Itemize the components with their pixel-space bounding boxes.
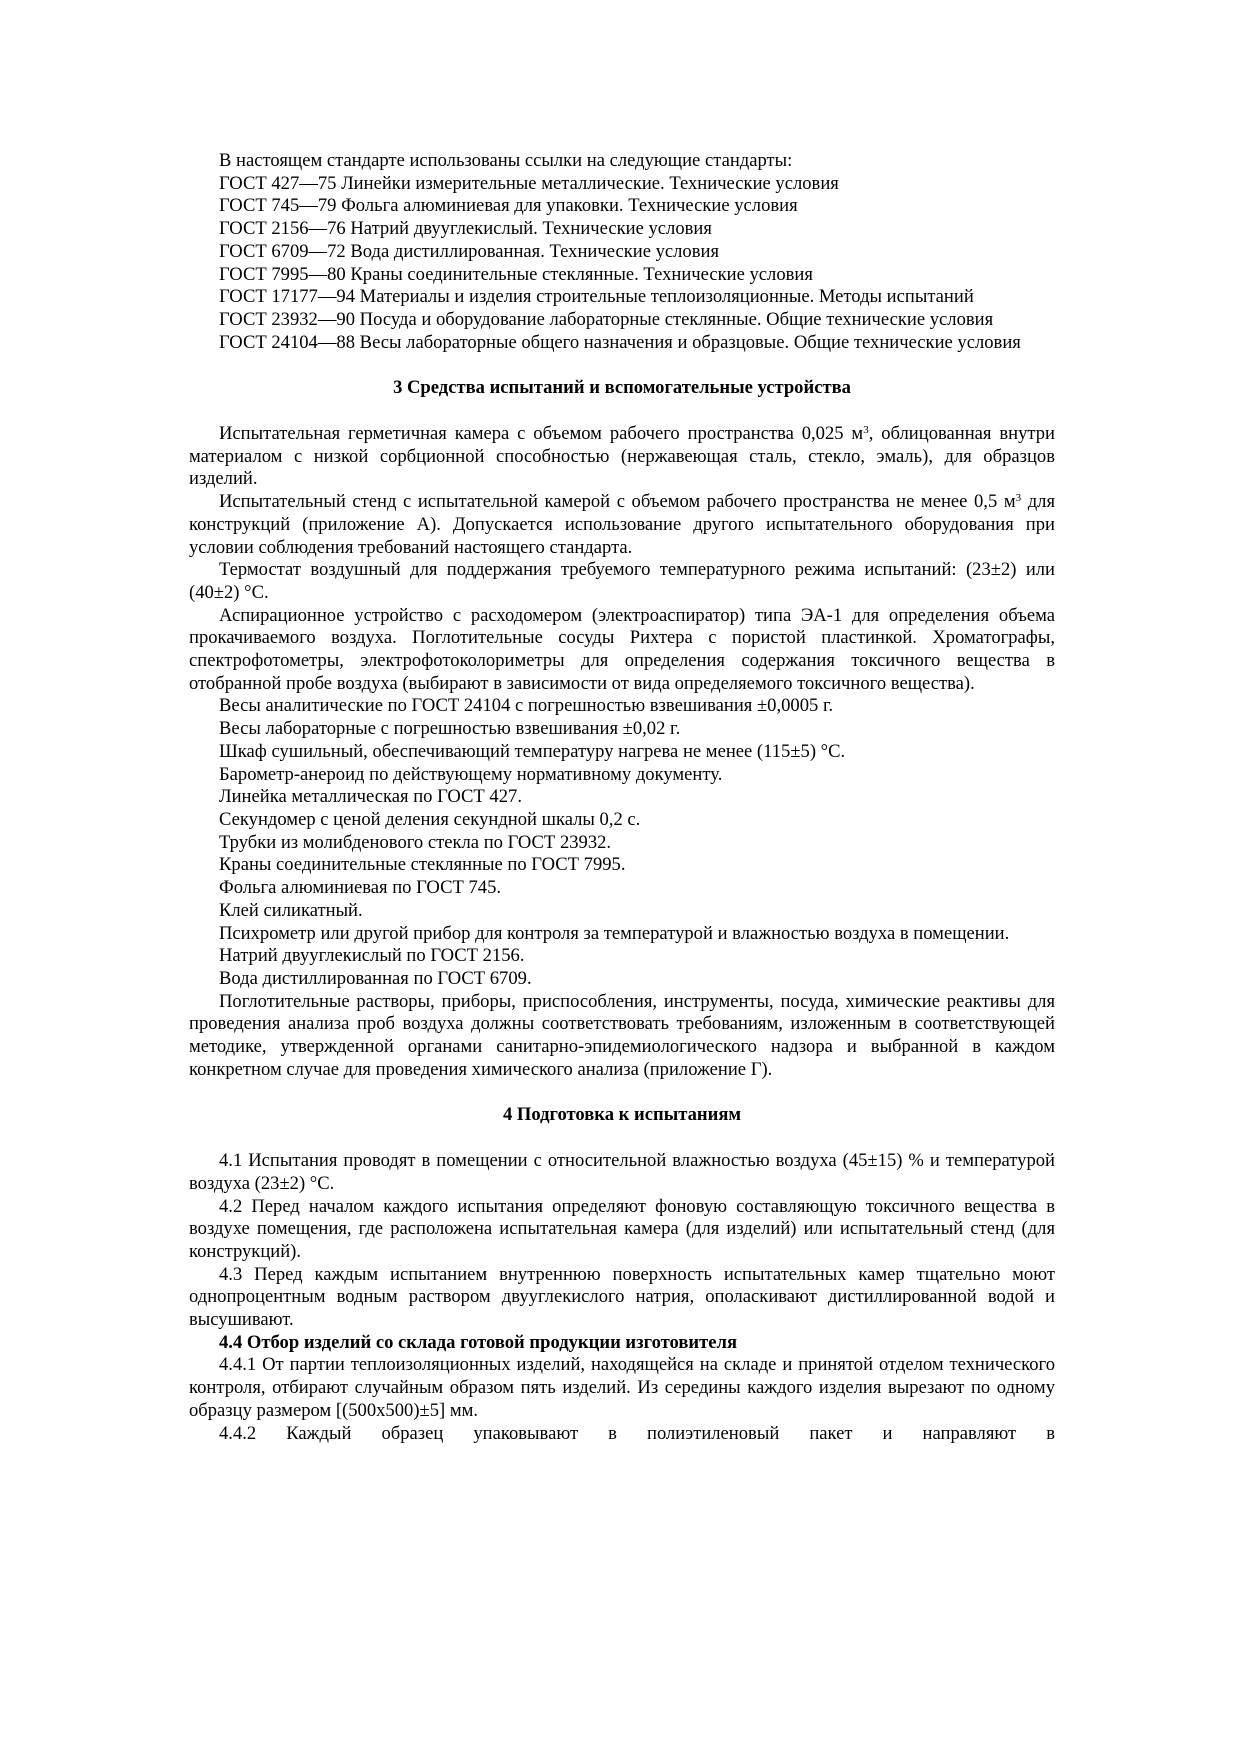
- ref-item: ГОСТ 7995—80 Краны соединительные стеклянные. Технические условия: [219, 263, 813, 285]
- ref-item: ГОСТ 427—75 Линейки измерительные металлические. Технические условия: [219, 172, 839, 194]
- paragraph: Линейка металлическая по ГОСТ 427.: [219, 786, 522, 808]
- paragraph: 4.3 Перед каждым испытанием внутреннюю поверхность испытательных камер тщательно моют однопроцентным водным раствором двууглекислого натрия, ополаскивают дистиллированной водой и высушивают.: [189, 1263, 1055, 1331]
- paragraph: Испытательный стенд с испытательной камерой с объемом рабочего пространства не менее 0,5 $м^3$ для конструкций (приложение А). Допускается использование другого испытательного оборудования при условии соблюдения требований настоящего стандарта.: [189, 491, 1055, 558]
- paragraph: Клей силикатный.: [219, 899, 363, 921]
- paragraph: 4.4.2 Каждый образец упаковывают в полиэтиленовый пакет и направляют в: [219, 1422, 1055, 1444]
- document-page: [189, 150, 1055, 1445]
- paragraph: 4.4.1 От партии теплоизоляционных изделий, находящейся на складе и принятой отделом технического контроля, отбирают случайным образом пять изделий. Из середины каждого изделия вырезают по одному образцу размером [(500x500)±5] мм.: [189, 1354, 1055, 1421]
- paragraph: Шкаф сушильный, обеспечивающий температуру нагрева не менее (115±5) °С.: [219, 740, 846, 762]
- paragraph: Барометр-анероид по действующему нормативному документу.: [219, 763, 723, 785]
- ref-item: ГОСТ 23932—90 Посуда и оборудование лабораторные стеклянные. Общие технические условия: [219, 308, 994, 330]
- section-3-heading: 3 Средства испытаний и вспомогательные устройства: [393, 377, 851, 399]
- paragraph: Испытательная герметичная камера с объемом рабочего пространства 0,025 $м^3$, облицованная внутри материалом с низкой сорбционной способностью (нержавеющая сталь, стекло, эмаль), для образцов изделий.: [189, 423, 1055, 490]
- paragraph: Натрий двууглекислый по ГОСТ 2156.: [219, 945, 525, 967]
- ref-item: ГОСТ 745—79 Фольга алюминиевая для упаковки. Технические условия: [219, 195, 798, 217]
- paragraph: Термостат воздушный для поддержания требуемого температурного режима испытаний: (23±2) или (40±2) °С.: [189, 559, 1055, 603]
- section-4-heading: 4 Подготовка к испытаниям: [502, 1104, 742, 1126]
- ref-item: ГОСТ 6709—72 Вода дистиллированная. Технические условия: [219, 240, 719, 262]
- paragraph: Секундомер с ценой деления секундной шкалы 0,2 с.: [219, 808, 641, 830]
- refs-intro: В настоящем стандарте использованы ссылки на следующие стандарты:: [219, 150, 793, 171]
- ref-item: ГОСТ 24104—88 Весы лабораторные общего назначения и образцовые. Общие технические условия: [219, 331, 1021, 353]
- paragraph: Краны соединительные стеклянные по ГОСТ 7995.: [219, 854, 626, 876]
- subsection-heading: 4.4 Отбор изделий со склада готовой продукции изготовителя: [219, 1331, 737, 1353]
- paragraph: Весы лабораторные с погрешностью взвешивания ±0,02 г.: [219, 718, 681, 740]
- paragraph: Весы аналитические по ГОСТ 24104 с погрешностью взвешивания ±0,0005 г.: [219, 695, 834, 717]
- paragraph: 4.1 Испытания проводят в помещении с относительной влажностью воздуха (45±15) % и температурой воздуха (23±2) °С.: [189, 1150, 1055, 1194]
- paragraph: Аспирационное устройство с расходомером (электроаспиратор) типа ЭА-1 для определения объема прокачиваемого воздуха. Поглотительные сосуды Рихтера с пористой пластинкой. Хроматографы, спектрофотометры, электрофотоколориметры для определения содержания токсичного вещества в отобранной пробе воздуха (выбирают в зависимости от вида определяемого токсичного вещества).: [189, 604, 1055, 694]
- paragraph: Трубки из молибденового стекла по ГОСТ 23932.: [219, 831, 612, 853]
- paragraph: Вода дистиллированная по ГОСТ 6709.: [219, 967, 532, 989]
- paragraph: Психрометр или другой прибор для контроля за температурой и влажностью воздуха в помещении.: [219, 922, 1010, 944]
- paragraph: 4.2 Перед началом каждого испытания определяют фоновую составляющую токсичного вещества в воздухе помещения, где расположена испытательная камера (для изделий) или испытательный стенд (для конструкций).: [189, 1195, 1055, 1262]
- ref-item: ГОСТ 2156—76 Натрий двууглекислый. Технические условия: [219, 218, 712, 240]
- ref-item: ГОСТ 17177—94 Материалы и изделия строительные теплоизоляционные. Методы испытаний: [219, 286, 974, 308]
- paragraph: Поглотительные растворы, приборы, приспособления, инструменты, посуда, химические реактивы для проведения анализа проб воздуха должны соответствовать требованиям, изложенным в соответствующей методике, утвержденной органами санитарно-эпидемиологического надзора и выбранной в каждом конкретном случае для проведения химического анализа (приложение Г).: [189, 990, 1055, 1080]
- paragraph: Фольга алюминиевая по ГОСТ 745.: [219, 877, 502, 899]
